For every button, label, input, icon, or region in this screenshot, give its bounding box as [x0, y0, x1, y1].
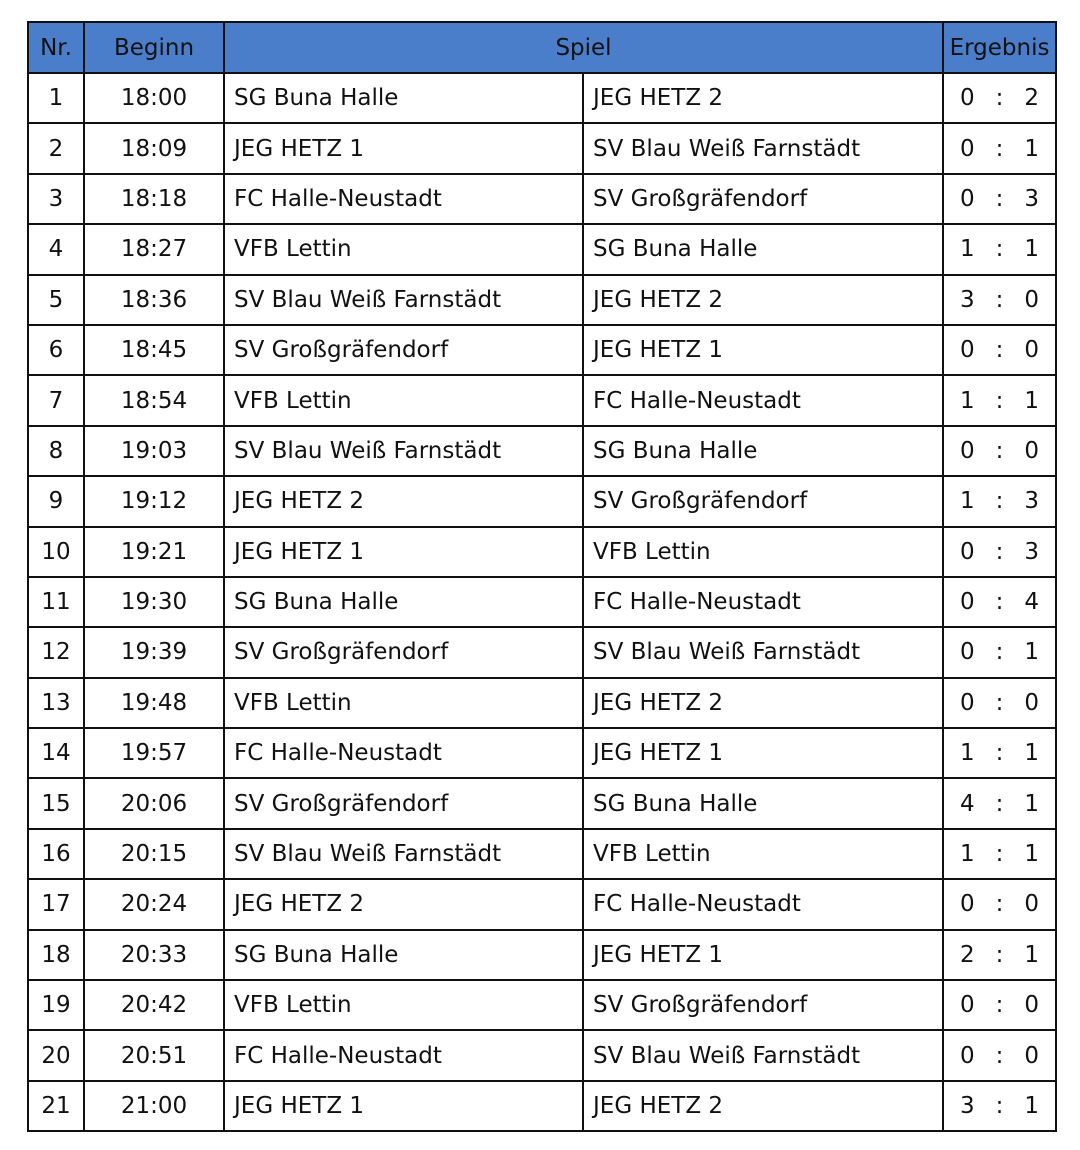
match-start-time: 20:51	[84, 1030, 224, 1080]
match-start-time: 20:24	[84, 879, 224, 929]
header-spiel: Spiel	[224, 22, 943, 73]
score-display	[944, 539, 1055, 565]
home-team: VFB Lettin	[224, 678, 583, 728]
away-team: SG Buna Halle	[583, 224, 943, 274]
match-start-time: 18:36	[84, 275, 224, 325]
match-result	[943, 577, 1056, 627]
home-goals: 0	[960, 185, 975, 212]
match-result	[943, 930, 1056, 980]
match-number: 10	[28, 527, 84, 577]
match-result	[943, 73, 1056, 123]
score-display	[944, 388, 1055, 414]
home-team: SV Blau Weiß Farnstädt	[224, 426, 583, 476]
score-separator: :	[995, 387, 1004, 414]
home-team: VFB Lettin	[224, 375, 583, 425]
match-schedule-table	[27, 21, 1057, 1132]
home-goals: 2	[960, 941, 975, 968]
home-goals: 0	[960, 891, 975, 918]
match-number: 11	[28, 577, 84, 627]
away-goals: 0	[1024, 286, 1040, 313]
away-team: FC Halle-Neustadt	[583, 577, 943, 627]
table-row	[28, 577, 1056, 627]
match-start-time: 19:30	[84, 577, 224, 627]
match-number: 16	[28, 829, 84, 879]
score-display	[944, 841, 1055, 867]
away-goals: 1	[1024, 740, 1040, 767]
table-row	[28, 73, 1056, 123]
header-beginn: Beginn	[84, 22, 224, 73]
score-display	[944, 1043, 1055, 1069]
score-display	[944, 690, 1055, 716]
match-result	[943, 224, 1056, 274]
home-goals: 1	[960, 236, 975, 263]
match-result	[943, 980, 1056, 1030]
away-team: JEG HETZ 1	[583, 325, 943, 375]
match-start-time: 18:18	[84, 174, 224, 224]
score-separator: :	[995, 689, 1004, 716]
match-result	[943, 476, 1056, 526]
match-number: 15	[28, 778, 84, 828]
table-row	[28, 1030, 1056, 1080]
match-result	[943, 174, 1056, 224]
score-display	[944, 85, 1055, 111]
score-display	[944, 136, 1055, 162]
table-row	[28, 224, 1056, 274]
header-row	[28, 22, 1056, 73]
match-start-time: 19:12	[84, 476, 224, 526]
score-separator: :	[995, 891, 1004, 918]
score-display	[944, 1093, 1055, 1119]
match-result	[943, 375, 1056, 425]
match-result	[943, 275, 1056, 325]
match-result	[943, 879, 1056, 929]
home-goals: 0	[960, 589, 975, 616]
home-goals: 3	[960, 1093, 975, 1119]
away-goals: 0	[1024, 437, 1040, 464]
match-number: 19	[28, 980, 84, 1030]
match-start-time: 18:09	[84, 123, 224, 173]
match-result	[943, 778, 1056, 828]
match-start-time: 18:54	[84, 375, 224, 425]
away-goals: 1	[1024, 236, 1040, 263]
score-separator: :	[995, 538, 1004, 565]
score-display	[944, 186, 1055, 212]
match-result	[943, 728, 1056, 778]
table-row	[28, 375, 1056, 425]
away-goals: 0	[1024, 891, 1040, 918]
match-start-time: 18:45	[84, 325, 224, 375]
match-start-time: 19:21	[84, 527, 224, 577]
away-team: VFB Lettin	[583, 829, 943, 879]
away-goals: 1	[1024, 639, 1040, 666]
table-row	[28, 627, 1056, 677]
match-result	[943, 678, 1056, 728]
match-number: 1	[28, 73, 84, 123]
score-display	[944, 639, 1055, 665]
score-display	[944, 488, 1055, 514]
away-team: SV Blau Weiß Farnstädt	[583, 123, 943, 173]
match-result	[943, 829, 1056, 879]
score-display	[944, 791, 1055, 817]
score-separator: :	[995, 841, 1004, 868]
score-display	[944, 236, 1055, 262]
score-separator: :	[995, 135, 1004, 162]
score-display	[944, 589, 1055, 615]
home-team: JEG HETZ 1	[224, 1081, 583, 1131]
table-row	[28, 728, 1056, 778]
home-goals: 1	[960, 740, 975, 767]
away-team: SV Großgräfendorf	[583, 174, 943, 224]
score-separator: :	[995, 236, 1004, 263]
away-goals: 3	[1024, 538, 1040, 565]
match-number: 14	[28, 728, 84, 778]
away-team: SV Blau Weiß Farnstädt	[583, 1030, 943, 1080]
score-separator: :	[995, 589, 1004, 616]
match-number: 9	[28, 476, 84, 526]
home-team: JEG HETZ 2	[224, 476, 583, 526]
home-goals: 0	[960, 135, 975, 162]
score-display	[944, 891, 1055, 917]
table-row	[28, 426, 1056, 476]
table-row	[28, 879, 1056, 929]
away-goals: 0	[1024, 1042, 1040, 1069]
match-number: 17	[28, 879, 84, 929]
away-team: SG Buna Halle	[583, 426, 943, 476]
table-row	[28, 829, 1056, 879]
table-row	[28, 778, 1056, 828]
score-display	[944, 287, 1055, 313]
home-team: SV Blau Weiß Farnstädt	[224, 829, 583, 879]
away-goals: 1	[1024, 135, 1040, 162]
home-team: FC Halle-Neustadt	[224, 174, 583, 224]
away-goals: 2	[1024, 85, 1040, 112]
away-team: FC Halle-Neustadt	[583, 879, 943, 929]
home-goals: 0	[960, 538, 975, 565]
away-goals: 1	[1024, 790, 1040, 817]
score-display	[944, 337, 1055, 363]
match-number: 6	[28, 325, 84, 375]
home-goals: 0	[960, 992, 975, 1019]
away-team: JEG HETZ 2	[583, 73, 943, 123]
home-goals: 3	[960, 286, 975, 313]
home-team: SV Großgräfendorf	[224, 627, 583, 677]
table-row	[28, 980, 1056, 1030]
home-goals: 0	[960, 639, 975, 666]
away-goals: 0	[1024, 337, 1040, 364]
away-team: SV Großgräfendorf	[583, 476, 943, 526]
home-team: SG Buna Halle	[224, 73, 583, 123]
table-row	[28, 275, 1056, 325]
home-goals: 0	[960, 437, 975, 464]
match-start-time: 18:27	[84, 224, 224, 274]
match-number: 18	[28, 930, 84, 980]
away-goals: 1	[1024, 1093, 1040, 1119]
match-start-time: 21:00	[84, 1081, 224, 1131]
away-goals: 1	[1024, 841, 1040, 868]
match-result	[943, 1030, 1056, 1080]
home-team: VFB Lettin	[224, 980, 583, 1030]
score-separator: :	[995, 488, 1004, 515]
home-goals: 0	[960, 85, 975, 112]
home-team: VFB Lettin	[224, 224, 583, 274]
home-goals: 1	[960, 488, 975, 515]
match-number: 20	[28, 1030, 84, 1080]
home-goals: 4	[960, 790, 975, 817]
away-team: JEG HETZ 1	[583, 930, 943, 980]
away-goals: 3	[1024, 185, 1040, 212]
away-team: SV Blau Weiß Farnstädt	[583, 627, 943, 677]
table-row	[28, 930, 1056, 980]
score-separator: :	[995, 941, 1004, 968]
away-goals: 3	[1024, 488, 1040, 515]
home-team: SG Buna Halle	[224, 577, 583, 627]
home-team: FC Halle-Neustadt	[224, 1030, 583, 1080]
home-team: SV Großgräfendorf	[224, 778, 583, 828]
match-start-time: 20:42	[84, 980, 224, 1030]
away-team: JEG HETZ 2	[583, 1081, 943, 1131]
score-separator: :	[995, 639, 1004, 666]
match-number: 8	[28, 426, 84, 476]
match-number: 21	[28, 1081, 84, 1131]
match-result	[943, 426, 1056, 476]
score-separator: :	[995, 1042, 1004, 1069]
home-goals: 1	[960, 841, 975, 868]
table-row	[28, 123, 1056, 173]
match-start-time: 19:57	[84, 728, 224, 778]
away-goals: 0	[1024, 992, 1040, 1019]
match-start-time: 20:33	[84, 930, 224, 980]
score-display	[944, 438, 1055, 464]
away-team: VFB Lettin	[583, 527, 943, 577]
score-separator: :	[995, 85, 1004, 112]
home-team: JEG HETZ 1	[224, 123, 583, 173]
score-separator: :	[995, 185, 1004, 212]
match-number: 13	[28, 678, 84, 728]
home-team: JEG HETZ 1	[224, 527, 583, 577]
score-separator: :	[995, 1093, 1004, 1119]
away-team: JEG HETZ 2	[583, 678, 943, 728]
match-number: 2	[28, 123, 84, 173]
away-goals: 4	[1024, 589, 1040, 616]
score-separator: :	[995, 337, 1004, 364]
match-start-time: 19:48	[84, 678, 224, 728]
match-number: 5	[28, 275, 84, 325]
home-team: SV Großgräfendorf	[224, 325, 583, 375]
home-goals: 0	[960, 1042, 975, 1069]
match-number: 7	[28, 375, 84, 425]
table-row	[28, 174, 1056, 224]
match-start-time: 19:03	[84, 426, 224, 476]
home-goals: 0	[960, 689, 975, 716]
home-goals: 1	[960, 387, 975, 414]
away-team: SG Buna Halle	[583, 778, 943, 828]
away-team: JEG HETZ 1	[583, 728, 943, 778]
match-start-time: 18:00	[84, 73, 224, 123]
table-row	[28, 476, 1056, 526]
home-team: FC Halle-Neustadt	[224, 728, 583, 778]
score-display	[944, 942, 1055, 968]
match-number: 4	[28, 224, 84, 274]
away-team: FC Halle-Neustadt	[583, 375, 943, 425]
table-row	[28, 325, 1056, 375]
score-separator: :	[995, 437, 1004, 464]
score-display	[944, 992, 1055, 1018]
match-start-time: 19:39	[84, 627, 224, 677]
home-goals: 0	[960, 337, 975, 364]
away-goals: 1	[1024, 941, 1040, 968]
score-separator: :	[995, 286, 1004, 313]
away-team: SV Großgräfendorf	[583, 980, 943, 1030]
match-result	[943, 123, 1056, 173]
match-number: 12	[28, 627, 84, 677]
away-goals: 1	[1024, 387, 1040, 414]
score-separator: :	[995, 790, 1004, 817]
match-number: 3	[28, 174, 84, 224]
match-result	[943, 1081, 1056, 1131]
match-result	[943, 627, 1056, 677]
score-display	[944, 740, 1055, 766]
home-team: JEG HETZ 2	[224, 879, 583, 929]
table-row	[28, 1081, 1056, 1131]
header-ergebnis: Ergebnis	[943, 22, 1056, 73]
score-separator: :	[995, 740, 1004, 767]
match-start-time: 20:15	[84, 829, 224, 879]
away-team: JEG HETZ 2	[583, 275, 943, 325]
home-team: SV Blau Weiß Farnstädt	[224, 275, 583, 325]
score-separator: :	[995, 992, 1004, 1019]
match-result	[943, 325, 1056, 375]
table-row	[28, 527, 1056, 577]
away-goals: 0	[1024, 689, 1040, 716]
header-nr: Nr.	[28, 22, 84, 73]
match-result	[943, 527, 1056, 577]
table-row	[28, 678, 1056, 728]
match-start-time: 20:06	[84, 778, 224, 828]
home-team: SG Buna Halle	[224, 930, 583, 980]
